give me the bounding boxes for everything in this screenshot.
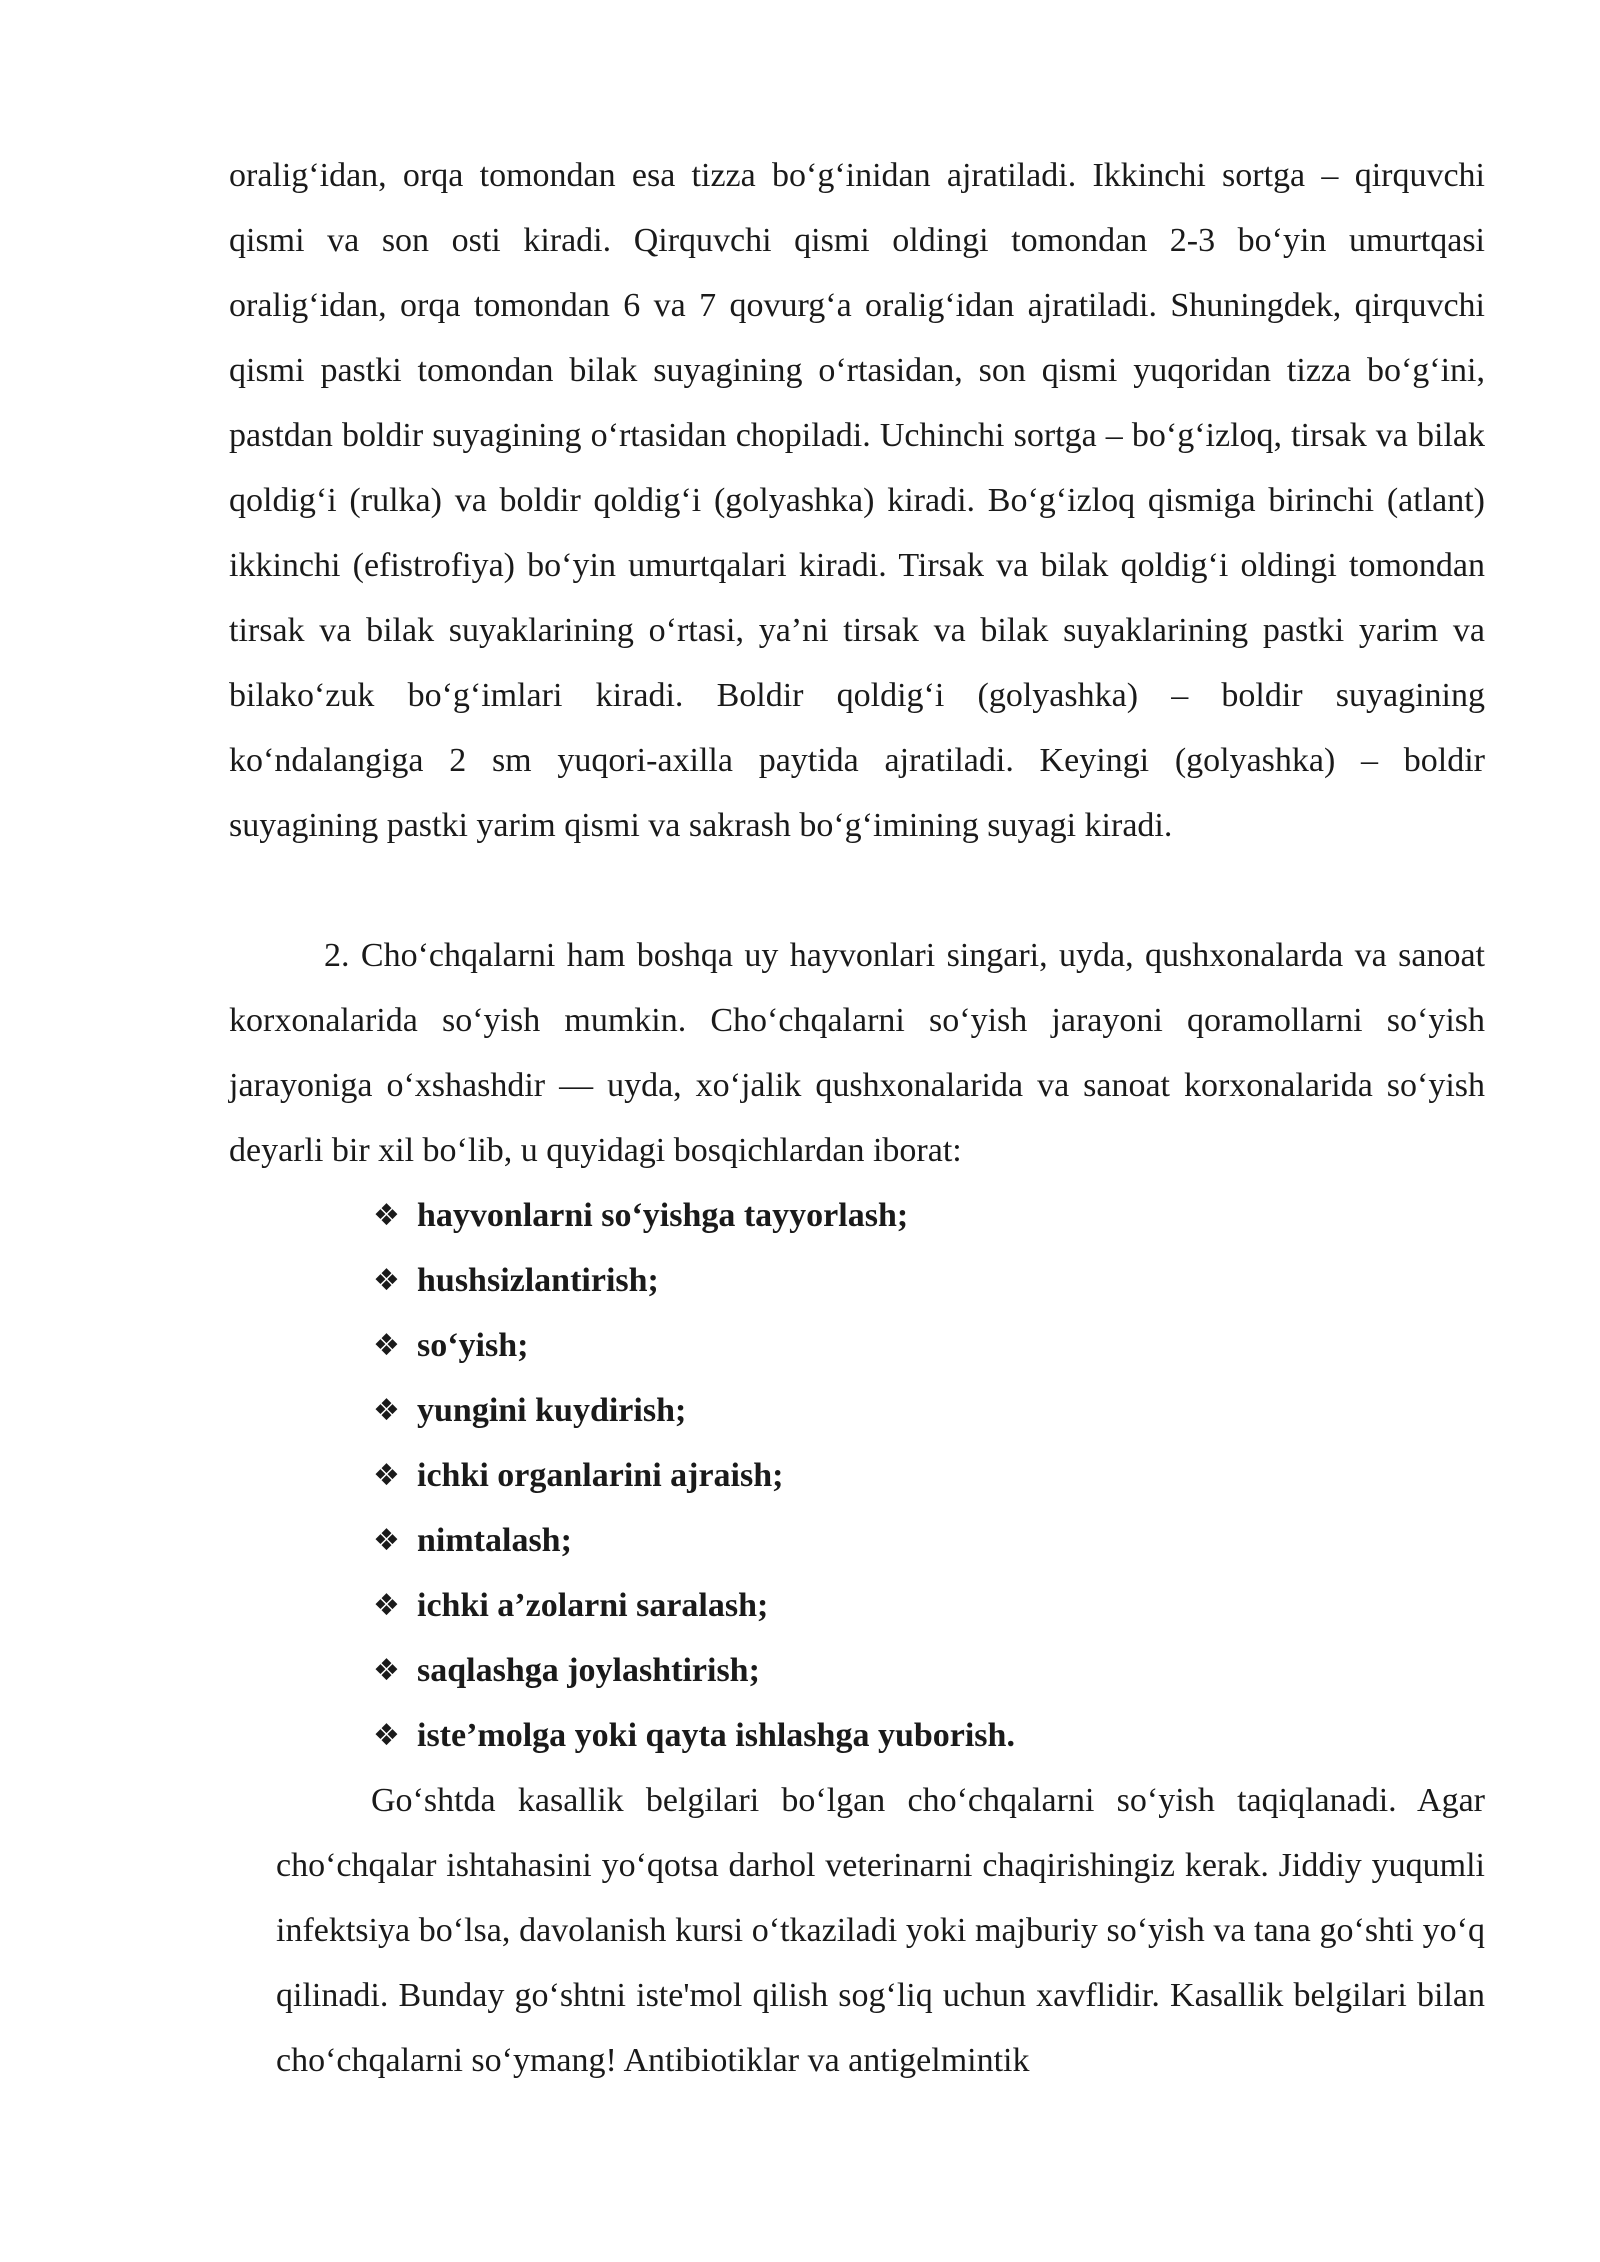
list-item-text: iste’molga yoki qayta ishlashga yuborish. (417, 1717, 1015, 1754)
paragraph-disease-warning: Go‘shtda kasallik belgilari bo‘lgan cho‘chqalarni so‘yish taqiqlanadi. Agar cho‘chqalar ishtahasini yo‘qotsa darhol veterinarni chaqirishingiz kerak. Jiddiy yuqumli infektsiya bo‘lsa, davolanish kursi o‘tkaziladi yoki majburiy so‘yish va tana go‘shti yo‘q qilinadi. Bunday go‘shtni iste'mol qilish sog‘liq uchun xavflidir. Kasallik belgilari bilan cho‘chqalarni so‘ymang! Antibiotiklar va antigelmintik (276, 1782, 1485, 2079)
list-item-text: so‘yish; (417, 1327, 529, 1364)
list-item (373, 1248, 1015, 1313)
list-item-text: hayvonlarni so‘yishga tayyorlash; (417, 1197, 909, 1234)
list-item-text: hushsizlantirish; (417, 1262, 659, 1299)
list-item (373, 1313, 1015, 1378)
list-item-text: saqlashga joylashtirish; (417, 1652, 760, 1689)
list-item-text: ichki a’zolarni saralash; (417, 1587, 769, 1624)
diamond-bullet-icon: ❖ (373, 1523, 400, 1558)
diamond-bullet-icon: ❖ (373, 1653, 400, 1688)
diamond-bullet-icon: ❖ (373, 1393, 400, 1428)
list-item (373, 1638, 1015, 1703)
list-item (373, 1573, 1015, 1638)
list-item-text: yungini kuydirish; (417, 1392, 687, 1429)
paragraph-pig-slaughter-intro: 2. Cho‘chqalarni ham boshqa uy hayvonlari singari, uyda, qushxonalarda va sanoat korxonalarida so‘yish mumkin. Cho‘chqalarni so‘yish jarayoni qoramollarni so‘yish jarayoniga o‘xshashdir — uyda, xo‘jalik qushxonalarida va sanoat korxonalarida so‘yish deyarli bir xil bo‘lib, u quyidagi bosqichlardan iborat: (229, 937, 1485, 1169)
diamond-bullet-icon: ❖ (373, 1458, 400, 1493)
diamond-bullet-icon: ❖ (373, 1718, 400, 1753)
list-item (373, 1378, 1015, 1443)
slaughter-stages-list (373, 1183, 1015, 1768)
paragraph-meat-grades: oralig‘idan, orqa tomondan esa tizza bo‘g‘inidan ajratiladi. Ikkinchi sortga – qirquvchi qismi va son osti kiradi. Qirquvchi qismi oldingi tomondan 2-3 bo‘yin umurtqasi oralig‘idan, orqa tomondan 6 va 7 qovurg‘a oralig‘idan ajratiladi. Shuningdek, qirquvchi qismi pastki tomondan bilak suyagining o‘rtasidan, son qismi yuqoridan tizza bo‘g‘ini, pastdan boldir suyagining o‘rtasidan chopiladi. Uchinchi sortga – bo‘g‘izloq, tirsak va bilak qoldig‘i (rulka) va boldir qoldig‘i (golyashka) kiradi. Bo‘g‘izloq qismiga birinchi (atlant) ikkinchi (efistrofiya) bo‘yin umurtqalari kiradi. Tirsak va bilak qoldig‘i oldingi tomondan tirsak va bilak suyaklarining o‘rtasi, ya’ni tirsak va bilak suyaklarining pastki yarim va bilako‘zuk bo‘g‘imlari kiradi. Boldir qoldig‘i (golyashka) – boldir suyagining ko‘ndalangiga 2 sm yuqori-axilla paytida ajratiladi. Keyingi (golyashka) – boldir suyagining pastki yarim qismi va sakrash bo‘g‘imining suyagi kiradi. (229, 157, 1485, 844)
diamond-bullet-icon: ❖ (373, 1198, 400, 1233)
list-item (373, 1443, 1015, 1508)
diamond-bullet-icon: ❖ (373, 1328, 400, 1363)
list-item-text: nimtalash; (417, 1522, 572, 1559)
diamond-bullet-icon: ❖ (373, 1588, 400, 1623)
diamond-bullet-icon: ❖ (373, 1263, 400, 1298)
list-item (373, 1183, 1015, 1248)
list-item-text: ichki organlarini ajraish; (417, 1457, 784, 1494)
list-item (373, 1508, 1015, 1573)
list-item (373, 1703, 1015, 1768)
